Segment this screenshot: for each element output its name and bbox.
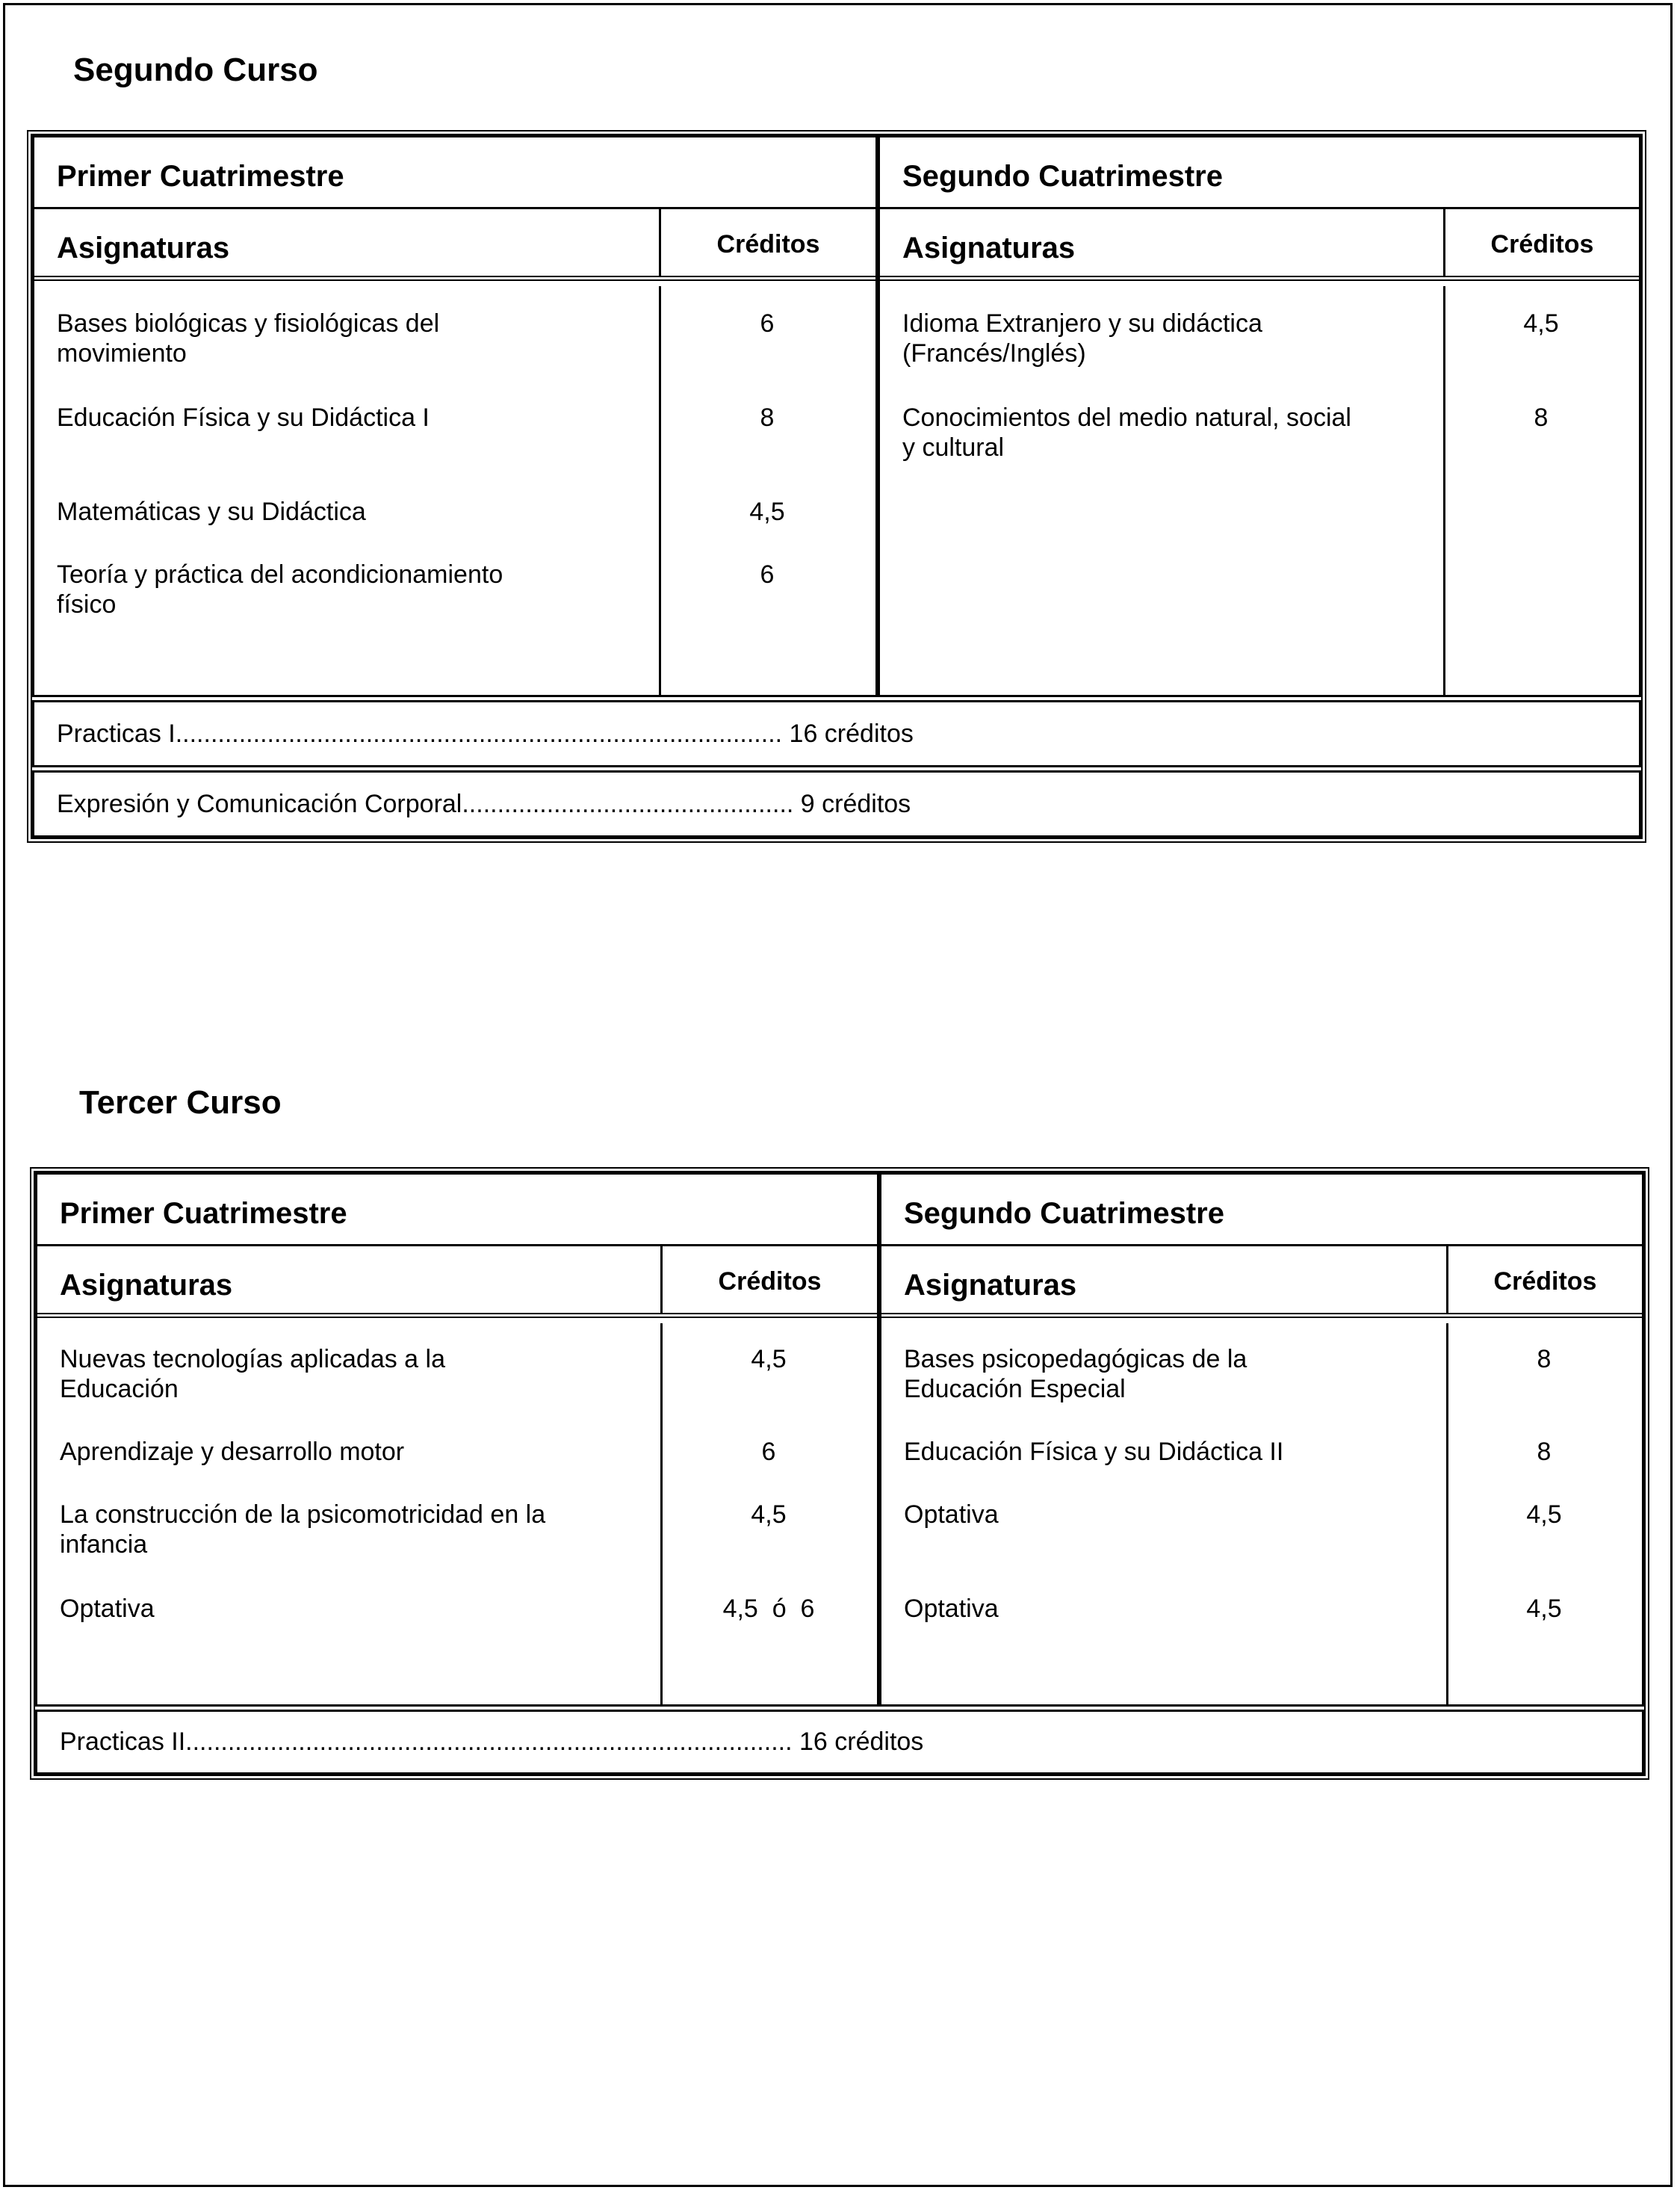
table-segundo-curso: [27, 130, 1646, 843]
subject-row: Educación Física y su Didáctica II: [904, 1438, 1284, 1466]
column-header-row: [880, 209, 1639, 281]
panel-heading: Segundo Cuatrimestre: [902, 160, 1223, 193]
panel-header: [881, 1175, 1642, 1246]
panel-segundo-cuatrimestre: [879, 1172, 1644, 1707]
panel-heading: Segundo Cuatrimestre: [904, 1197, 1224, 1230]
panel-body: [881, 1323, 1642, 1704]
practicas-text: Practicas I...................................................................................... 16 créditos: [57, 719, 914, 748]
column-header-asignaturas: Asignaturas: [57, 232, 230, 265]
credit-value: 6: [761, 1438, 776, 1466]
panel-primer-cuatrimestre: [35, 1172, 879, 1707]
panel-body: [37, 1323, 877, 1704]
column-header-creditos: Créditos: [1446, 1246, 1642, 1313]
subject-row: Optativa: [904, 1595, 999, 1623]
credit-value: 6: [760, 560, 775, 589]
panel-body: [34, 286, 875, 695]
subject-row: Bases psicopedagógicas de la Educación Especial: [904, 1345, 1247, 1403]
credits-column: [659, 286, 875, 695]
panel-header: [34, 137, 875, 209]
credit-value: 4,5: [749, 498, 785, 526]
practicas-row: [35, 1710, 1644, 1775]
credit-value: 8: [1534, 403, 1549, 432]
practicas-row: [32, 700, 1641, 767]
subject-row: Matemáticas y su Didáctica: [57, 498, 366, 526]
credit-value: 4,5: [1526, 1500, 1562, 1529]
credit-value: 4,5: [1523, 309, 1559, 338]
subject-row: Nuevas tecnologías aplicadas a la Educación: [60, 1345, 445, 1403]
section-title-tercer-curso: Tercer Curso: [79, 1084, 282, 1121]
subject-row: Bases biológicas y fisiológicas del movimiento: [57, 309, 440, 368]
credit-value: 4,5: [751, 1500, 787, 1529]
subject-row: La construcción de la psicomotricidad en la infancia: [60, 1500, 546, 1559]
table-tercer-curso: [30, 1167, 1649, 1780]
credit-value: 4,5: [1526, 1595, 1562, 1623]
section-title-segundo-curso: Segundo Curso: [73, 52, 318, 88]
column-header-creditos: Créditos: [660, 1246, 877, 1313]
panel-heading: Primer Cuatrimestre: [60, 1197, 347, 1230]
panel-header: [880, 137, 1639, 209]
credit-value: 8: [1537, 1438, 1552, 1466]
credit-value: 6: [760, 309, 775, 338]
credit-value: 8: [760, 403, 775, 432]
panel-header: [37, 1175, 877, 1246]
subject-row: Idioma Extranjero y su didáctica (Francés/Inglés): [902, 309, 1262, 368]
subject-row: Optativa: [904, 1500, 999, 1529]
panel-body: [880, 286, 1639, 695]
credit-value: 4,5: [751, 1345, 787, 1373]
column-header-asignaturas: Asignaturas: [904, 1269, 1077, 1302]
column-header-asignaturas: Asignaturas: [60, 1269, 233, 1302]
practicas-text: Practicas II...................................................................................... 16 créditos: [60, 1728, 924, 1756]
column-header-creditos: Créditos: [1443, 209, 1639, 276]
subject-row: Teoría y práctica del acondicionamiento físico: [57, 560, 503, 619]
expresion-text: Expresión y Comunicación Corporal............................................... 9 créditos: [57, 789, 911, 818]
column-header-asignaturas: Asignaturas: [902, 232, 1076, 265]
credits-column: [1443, 286, 1639, 695]
credit-value: 4,5 ó 6: [722, 1595, 815, 1623]
panel-primer-cuatrimestre: [32, 135, 878, 697]
column-header-creditos: Créditos: [659, 209, 875, 276]
panel-segundo-cuatrimestre: [878, 135, 1641, 697]
column-header-row: [34, 209, 875, 281]
panel-heading: Primer Cuatrimestre: [57, 160, 344, 193]
subject-row: Conocimientos del medio natural, social y cultural: [902, 403, 1351, 462]
expresion-row: [32, 770, 1641, 838]
subject-row: Optativa: [60, 1595, 155, 1623]
credit-value: 8: [1537, 1345, 1552, 1373]
column-header-row: [37, 1246, 877, 1318]
column-header-row: [881, 1246, 1642, 1318]
subject-row: Aprendizaje y desarrollo motor: [60, 1438, 405, 1466]
subject-row: Educación Física y su Didáctica I: [57, 403, 430, 432]
